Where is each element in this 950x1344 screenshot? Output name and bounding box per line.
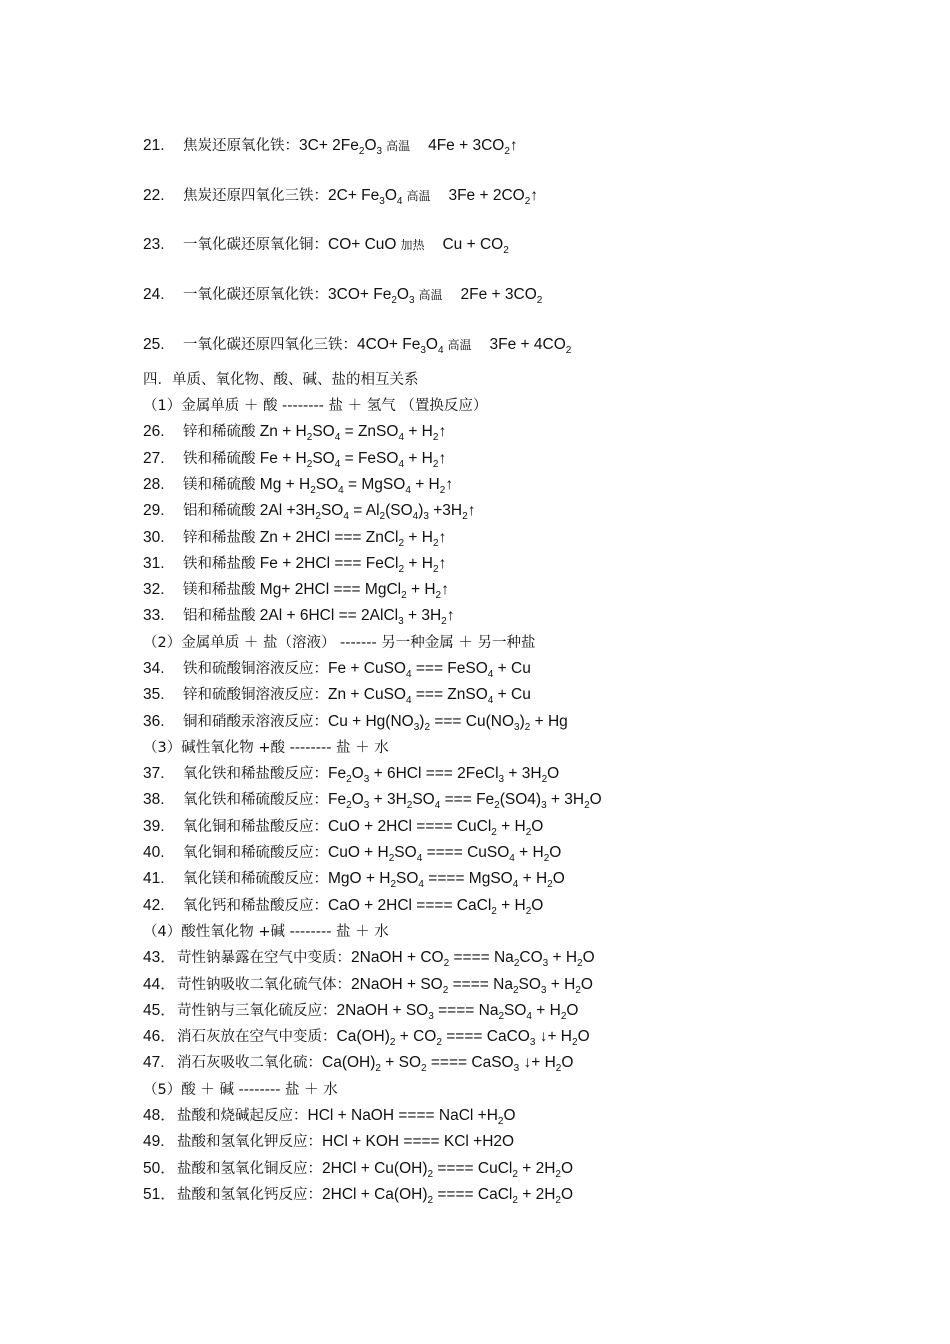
reaction-name: 铝和稀盐酸	[183, 608, 256, 624]
equation-line	[143, 606, 454, 626]
equation-line	[143, 235, 509, 255]
equation-number: 31.	[143, 555, 165, 572]
equation-number: 42.	[143, 897, 165, 914]
equation-line	[143, 817, 543, 837]
reaction-name: 苛性钠暴露在空气中变质：	[177, 950, 351, 966]
equation-number: 29.	[143, 502, 165, 519]
subscript: 2	[310, 485, 316, 496]
subscript: 2	[391, 295, 397, 306]
reaction-condition: 加热	[400, 238, 425, 252]
reaction-name: 焦炭还原氧化铁：	[183, 138, 299, 154]
chemical-equation: 2NaOH + $CO_2$ ==== $Na_2CO_3 + H_2O$	[351, 949, 595, 969]
reaction-name: 锌和硫酸铜溶液反应：	[183, 687, 328, 703]
chemical-equation: $Fe_2O_3 + 6HCl$ === 2FeCl$_3$ + $3H_2O$	[328, 765, 560, 785]
reaction-name: 锌和稀硫酸	[183, 424, 256, 440]
reaction-condition: 高温	[447, 338, 472, 352]
equation-line	[143, 285, 542, 305]
reaction-name: 铁和稀盐酸	[183, 556, 256, 572]
chemical-equation: Zn + 2HCl === ZnCl$_2$ + $H_2↑$	[255, 529, 447, 549]
chemical-equation: MgO + $H_2SO_4$ ==== MgSO$_4$ + $H_2O$	[328, 870, 565, 890]
subscript: 2	[375, 1063, 381, 1074]
reaction-name: 镁和稀盐酸	[183, 582, 256, 598]
equation-line	[143, 1001, 578, 1021]
equation-number: 36.	[143, 713, 165, 730]
subscript: 2	[498, 1011, 505, 1022]
equation-number: 44．	[143, 976, 176, 993]
subscript: 2	[584, 800, 590, 811]
subscript: 3	[376, 146, 383, 157]
chemical-equation: HCl + KOH ==== KCl +H2O	[322, 1133, 515, 1150]
subscript: 4	[434, 800, 441, 811]
chemical-equation: $2Al +3H_2SO_4 = Al_2(SO_4)_3$ $+3H_2↑$	[255, 502, 476, 522]
subscript: 2	[525, 827, 532, 838]
subscript: 2	[346, 800, 352, 811]
subscript: 3	[423, 511, 429, 522]
subscript: 2	[577, 958, 583, 969]
equation-number: 51．	[143, 1186, 176, 1203]
subscript: 2	[555, 1063, 562, 1074]
chemical-equation: $2HCl + Ca(OH)_2$ ==== CaCl$_2$ + $2H_2O$	[322, 1186, 574, 1206]
reaction-name: 镁和稀硫酸	[183, 477, 256, 493]
equation-number: 24.	[143, 286, 165, 303]
subscript: 4	[343, 511, 349, 522]
subscript: 2	[512, 1195, 518, 1206]
chemical-equation: Fe + CuSO$_4$ === FeSO$_4$ + Cu	[328, 660, 531, 680]
equation-line	[143, 501, 475, 521]
reaction-name: 消石灰吸收二氧化硫：	[177, 1055, 322, 1071]
subscript: 2	[441, 616, 447, 627]
subscript: 3	[498, 774, 505, 785]
equation-number: 33.	[143, 607, 165, 624]
subsection-heading: （2）金属单质 ＋ 盐（溶液） ------- 另一种金属 ＋ 另一种盐	[143, 635, 536, 651]
chemical-equation: Zn + CuSO$_4$ === ZnSO$_4$ + Cu	[328, 686, 531, 706]
equation-number: 27.	[143, 450, 165, 467]
chemical-equation: $Ca(OH)_2 + SO_2$ ==== CaSO$_3$ ↓+ $H_2O$	[322, 1054, 574, 1074]
equation-line	[143, 790, 602, 810]
subscript: 4	[334, 432, 341, 443]
subscript: 4	[526, 1011, 532, 1022]
subscript: 2	[572, 1037, 578, 1048]
reactants: CO+ CuO	[328, 236, 397, 253]
subscript: 2	[491, 827, 497, 838]
reaction-name: 氧化铁和稀硫酸反应：	[183, 792, 328, 808]
subscript: 2	[512, 985, 519, 996]
subscript: 3	[514, 722, 520, 733]
equation-line	[143, 843, 561, 863]
equation-line	[143, 422, 446, 442]
equation-line	[143, 1185, 573, 1205]
reaction-name: 氧化钙和稀盐酸反应：	[183, 898, 328, 914]
equation-number: 26.	[143, 423, 165, 440]
equation-line	[143, 475, 453, 495]
reactants: $4CO+ Fe_3O_4$	[357, 336, 444, 356]
reaction-name: 铜和硝酸汞溶液反应：	[183, 714, 328, 730]
equation-number: 45．	[143, 1002, 176, 1019]
subscript: 2	[388, 853, 395, 864]
equation-number: 37.	[143, 765, 165, 782]
equation-number: 47.	[143, 1054, 165, 1071]
chemical-equation: HCl + NaOH ==== NaCl $+H_2O$	[307, 1107, 516, 1127]
subscript: 4	[405, 485, 411, 496]
equation-number: 22.	[143, 187, 165, 204]
subscript: 2	[494, 800, 500, 811]
reaction-name: 铁和稀硫酸	[183, 451, 256, 467]
products: $2Fe + 3CO_2$	[460, 286, 543, 306]
subscript: 3	[428, 1011, 434, 1022]
equation-line	[143, 659, 531, 679]
equation-number: 23.	[143, 236, 165, 253]
products: $3Fe + 2CO_2↑$	[448, 187, 539, 207]
subscript: 4	[487, 669, 494, 680]
reaction-name: 氧化铁和稀盐酸反应：	[183, 766, 328, 782]
equation-line	[143, 1159, 573, 1179]
subscript: 2	[462, 511, 468, 522]
subscript: 2	[525, 906, 532, 917]
equation-line	[143, 528, 446, 548]
subscript: 2	[443, 958, 450, 969]
subscript: 2	[524, 722, 531, 733]
chemical-equation: 2Al + 6HCl == 2AlCl$_3$ + $3H_2↑$	[255, 607, 455, 627]
subscript: 2	[442, 985, 449, 996]
reaction-name: 锌和稀盐酸	[183, 530, 256, 546]
reaction-name: 盐酸和氢氧化铜反应：	[177, 1161, 322, 1177]
subscript: 2	[401, 590, 407, 601]
reaction-name: 氧化铜和稀盐酸反应：	[183, 819, 328, 835]
subscript: 4	[398, 432, 405, 443]
reaction-name: 焦炭还原四氧化三铁：	[183, 188, 328, 204]
chemical-equation: CaO + 2HCl ==== CaCl$_2$ + $H_2O$	[328, 897, 544, 917]
subscript: 2	[575, 985, 581, 996]
chemical-equation: CuO + $H_2SO_4$ ==== CuSO$_4$ + $H_2O$	[328, 844, 562, 864]
equation-number: 46．	[143, 1028, 176, 1045]
subscript: 2	[491, 906, 497, 917]
subscript: 3	[363, 774, 370, 785]
subscript: 2	[432, 432, 439, 443]
equation-number: 48．	[143, 1107, 176, 1124]
equation-number: 38.	[143, 791, 165, 808]
subscript: 4	[396, 196, 403, 207]
equation-line	[143, 764, 559, 784]
subscript: 2	[427, 1169, 434, 1180]
equation-line	[143, 1132, 514, 1152]
equation-line	[143, 975, 593, 995]
chemical-equation: $Cu + Hg(NO_3)_2$ === $Cu(NO_3)_2 + Hg$	[328, 713, 568, 733]
subscript: 2	[504, 146, 510, 157]
chemical-equation: $Mg + H_2SO_4$ = MgSO$_4$ + $H_2↑$	[255, 476, 454, 496]
chemical-equation: $Zn + H_2SO_4$ = ZnSO$_4$ + $H_2↑$	[255, 423, 447, 443]
equation-line	[143, 580, 449, 600]
reaction-name: 盐酸和氢氧化钾反应：	[177, 1134, 322, 1150]
subscript: 2	[435, 590, 442, 601]
section-title: 四．单质、氧化物、酸、碱、盐的相互关系	[143, 372, 419, 388]
chemical-equation: $Fe_2O_3 + 3H_2SO_4$ === $Fe_2(SO4)_3 + 3H_2O$	[328, 791, 602, 811]
subscript: 2	[432, 538, 439, 549]
subscript: 2	[421, 1063, 427, 1074]
subscript: 2	[565, 345, 572, 356]
chemical-equation: 2NaOH + $SO_2$ ==== $Na_2SO_3 + H_2O$	[351, 976, 593, 996]
subscript: 2	[398, 538, 405, 549]
reaction-name: 苛性钠与三氧化硫反应：	[177, 1003, 337, 1019]
reaction-name: 盐酸和氢氧化钙反应：	[177, 1187, 322, 1203]
subscript: 2	[389, 1037, 396, 1048]
equation-line	[143, 1027, 590, 1047]
equation-number: 39.	[143, 818, 165, 835]
subscript: 2	[543, 853, 550, 864]
reaction-name: 一氧化碳还原四氧化三铁：	[183, 337, 357, 353]
reaction-name: 一氧化碳还原氧化铁：	[183, 287, 328, 303]
subscript: 2	[306, 459, 313, 470]
subscript: 4	[418, 879, 424, 890]
subscript: 3	[413, 722, 420, 733]
equation-number: 28.	[143, 476, 165, 493]
subscript: 4	[512, 879, 519, 890]
equation-line	[143, 554, 446, 574]
subscript: 4	[509, 853, 515, 864]
equation-line	[143, 136, 518, 156]
subscript: 3	[540, 985, 547, 996]
subscript: 2	[503, 245, 509, 256]
chemical-equation: $Fe + H_2SO_4$ = FeSO$_4$ + $H_2↑$	[255, 450, 447, 470]
subsection-heading: （5）酸 ＋ 碱 -------- 盐 ＋ 水	[143, 1082, 338, 1098]
chemical-equation: Fe + 2HCl === FeCl$_2$ + $H_2↑$	[255, 555, 447, 575]
reaction-name: 盐酸和烧碱起反应：	[177, 1108, 308, 1124]
reaction-condition: 高温	[418, 288, 443, 302]
subscript: 3	[513, 1063, 520, 1074]
equation-line	[143, 948, 595, 968]
equation-line	[143, 449, 446, 469]
subscript: 2	[432, 564, 439, 575]
subscript: 2	[398, 564, 405, 575]
reactants: $3CO+ Fe_2O_3$	[328, 286, 415, 306]
subscript: 4	[416, 853, 423, 864]
subscript: 3	[542, 958, 549, 969]
subscript: 2	[536, 295, 543, 306]
subscript: 3	[420, 345, 426, 356]
equation-number: 43．	[143, 949, 176, 966]
subscript: 2	[439, 485, 446, 496]
subscript: 2	[513, 958, 520, 969]
reactants: $3C+ 2Fe_2O_3$	[299, 137, 383, 157]
equation-number: 40.	[143, 844, 165, 861]
equation-number: 34.	[143, 660, 165, 677]
subscript: 3	[379, 196, 385, 207]
subscript: 3	[363, 800, 370, 811]
chemical-equation: $2HCl + Cu(OH)_2$ ==== CuCl$_2$ + $2H_2O$	[322, 1160, 574, 1180]
products: $Cu + CO_2$	[442, 236, 509, 256]
equation-line	[143, 685, 531, 705]
subscript: 2	[315, 511, 321, 522]
subscript: 2	[432, 459, 439, 470]
chemical-equation: CuO + 2HCl ==== CuCl$_2$ + $H_2O$	[328, 818, 544, 838]
chemical-equation: $Ca(OH)_2 + CO_2$ ==== CaCO$_3$ ↓+ $H_2O$	[336, 1028, 590, 1048]
subscript: 3	[408, 295, 415, 306]
subscript: 2	[424, 722, 431, 733]
subscript: 3	[529, 1037, 536, 1048]
subscript: 4	[334, 459, 341, 470]
subscript: 2	[512, 1169, 518, 1180]
reaction-name: 苛性钠吸收二氧化硫气体：	[177, 977, 351, 993]
subscript: 2	[541, 774, 548, 785]
chemical-equation: Mg+ 2HCl === MgCl$_2$ + $H_2↑$	[255, 581, 449, 601]
subscript: 4	[338, 485, 344, 496]
reaction-name: 氧化铜和稀硫酸反应：	[183, 845, 328, 861]
subscript: 4	[437, 345, 444, 356]
subscript: 2	[524, 196, 531, 207]
equation-line	[143, 186, 538, 206]
chemical-equation: 2NaOH + $SO_3$ ==== $Na_2SO_4 + H_2O$	[336, 1002, 579, 1022]
reaction-condition: 高温	[406, 189, 431, 203]
subscript: 3	[541, 800, 547, 811]
reaction-name: 铝和稀硫酸	[183, 503, 256, 519]
products: $4Fe + 3CO_2↑$	[428, 137, 518, 157]
products: $3Fe + 4CO_2$	[489, 336, 572, 356]
reaction-condition: 高温	[386, 139, 411, 153]
subscript: 4	[405, 669, 412, 680]
subsection-heading: （1）金属单质 ＋ 酸 -------- 盐 ＋ 氢气 （置换反应）	[143, 398, 488, 414]
subscript: 2	[306, 432, 313, 443]
subscript: 4	[487, 695, 494, 706]
subscript: 4	[405, 695, 412, 706]
subscript: 2	[358, 146, 365, 157]
reaction-name: 氧化镁和稀硫酸反应：	[183, 871, 328, 887]
subscript: 2	[406, 800, 413, 811]
equation-line	[143, 896, 543, 916]
equation-line	[143, 1053, 573, 1073]
reaction-name: 消石灰放在空气中变质：	[177, 1029, 337, 1045]
equation-number: 25.	[143, 336, 165, 353]
subscript: 2	[379, 511, 386, 522]
subscript: 4	[412, 511, 419, 522]
equation-number: 32.	[143, 581, 165, 598]
equation-line	[143, 1106, 516, 1126]
subscript: 2	[427, 1195, 434, 1206]
reactants: $2C+ Fe_3O_4$	[328, 187, 403, 207]
subscript: 2	[547, 879, 553, 890]
equation-number: 50．	[143, 1160, 176, 1177]
subscript: 3	[398, 616, 404, 627]
subscript: 2	[390, 879, 397, 890]
equation-number: 30.	[143, 529, 165, 546]
subscript: 2	[436, 1037, 442, 1048]
equation-number: 49.	[143, 1133, 165, 1150]
equation-line	[143, 869, 565, 889]
reaction-name: 一氧化碳还原氧化铜：	[183, 237, 328, 253]
equation-number: 21.	[143, 137, 165, 154]
equation-number: 41.	[143, 870, 165, 887]
subsection-heading: （4）酸性氧化物 +碱 -------- 盐 ＋ 水	[143, 924, 389, 940]
equation-line	[143, 335, 571, 355]
subscript: 2	[555, 1169, 561, 1180]
subscript: 2	[346, 774, 352, 785]
equation-number: 35.	[143, 686, 165, 703]
subscript: 4	[398, 459, 405, 470]
subscript: 2	[497, 1116, 504, 1127]
subsection-heading: （3）碱性氧化物 +酸 -------- 盐 ＋ 水	[143, 740, 389, 756]
subscript: 2	[560, 1011, 567, 1022]
reaction-name: 铁和硫酸铜溶液反应：	[183, 661, 328, 677]
subscript: 2	[555, 1195, 561, 1206]
equation-line	[143, 712, 568, 732]
